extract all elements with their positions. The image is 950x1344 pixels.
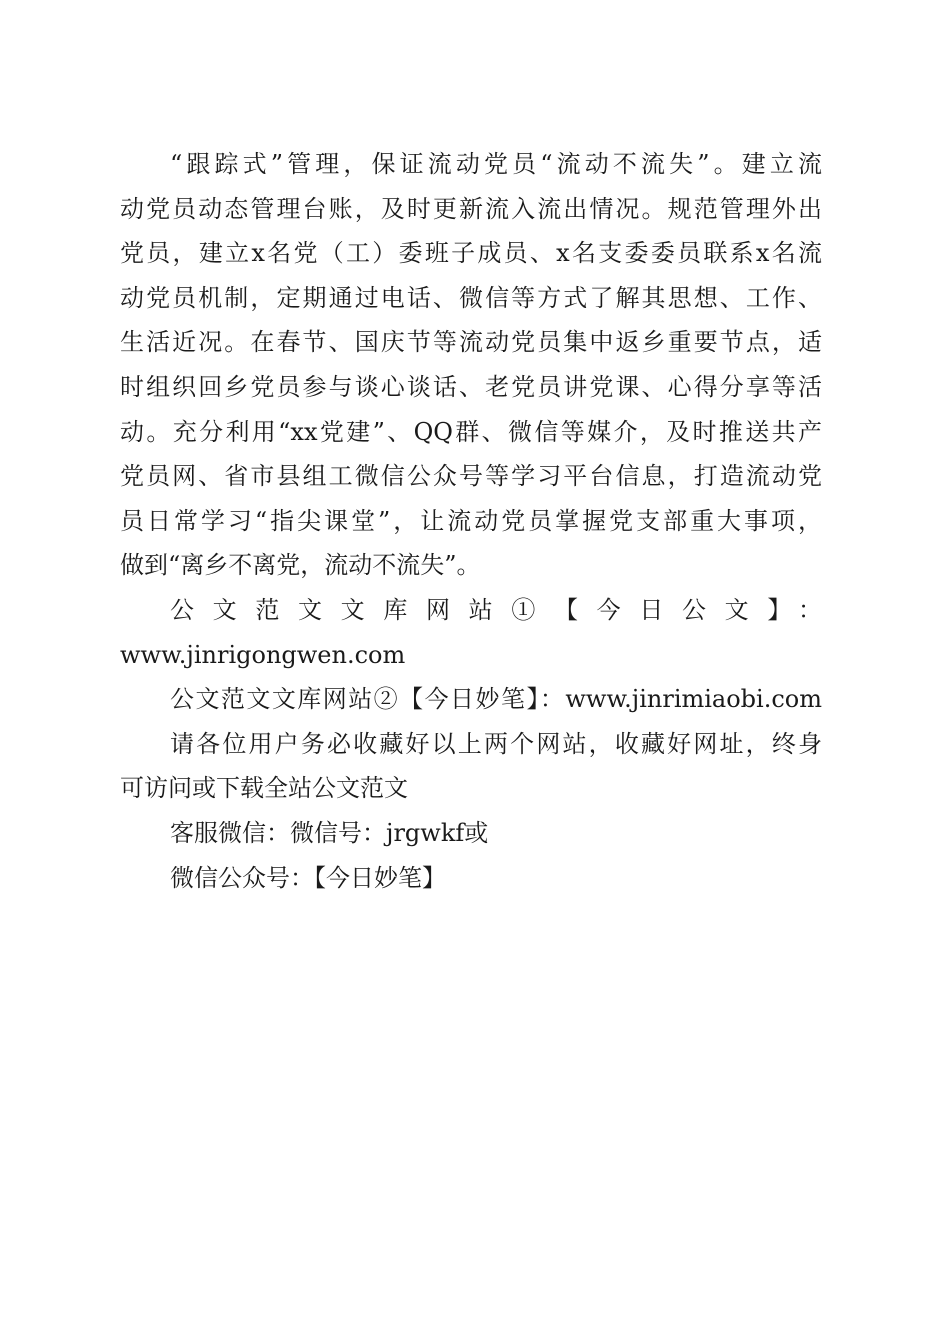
notice-line: 请各位用户务必收藏好以上两个网站，收藏好网址，终身 — [170, 729, 822, 758]
paragraph-line: 党员网、省市县组工微信公众号等学习平台信息，打造流动党 — [120, 462, 822, 491]
official-account: 微信公众号：【今日妙笔】 — [170, 863, 446, 892]
paragraph-line: “跟踪式”管理，保证流动党员“流动不流失”。建立流 — [170, 150, 822, 178]
paragraph-line: 动党员机制，定期通过电话、微信等方式了解其思想、工作、 — [120, 283, 822, 312]
document-body — [120, 142, 822, 900]
paragraph-line: 时组织回乡党员参与谈心谈话、老党员讲党课、心得分享等活 — [120, 372, 822, 401]
paragraph-line: 做到“离乡不离党，流动不流失”。 — [120, 551, 481, 580]
site-2-line: 公文范文文库网站②【今日妙笔】：www.jinrimiaobi.com — [170, 685, 822, 714]
paragraph-line: 动。充分利用“xx党建”、QQ群、微信等媒介，及时推送共产 — [120, 417, 822, 446]
site-1-title: 公文范文文库网站①【今日公文】： — [170, 595, 822, 624]
paragraph-line: 党员，建立x名党（工）委班子成员、x名支委委员联系x名流 — [120, 239, 822, 268]
notice-line: 可访问或下载全站公文范文 — [120, 774, 408, 803]
paragraph-line: 员日常学习“指尖课堂”，让流动党员掌握党支部重大事项， — [120, 506, 822, 535]
site-1-url: www.jinrigongwen.com — [120, 640, 406, 669]
paragraph-line: 动党员动态管理台账，及时更新流入流出情况。规范管理外出 — [120, 194, 822, 223]
paragraph-line: 生活近况。在春节、国庆节等流动党员集中返乡重要节点，适 — [120, 328, 822, 357]
service-wechat: 客服微信：微信号：jrgwkf或 — [170, 818, 489, 847]
